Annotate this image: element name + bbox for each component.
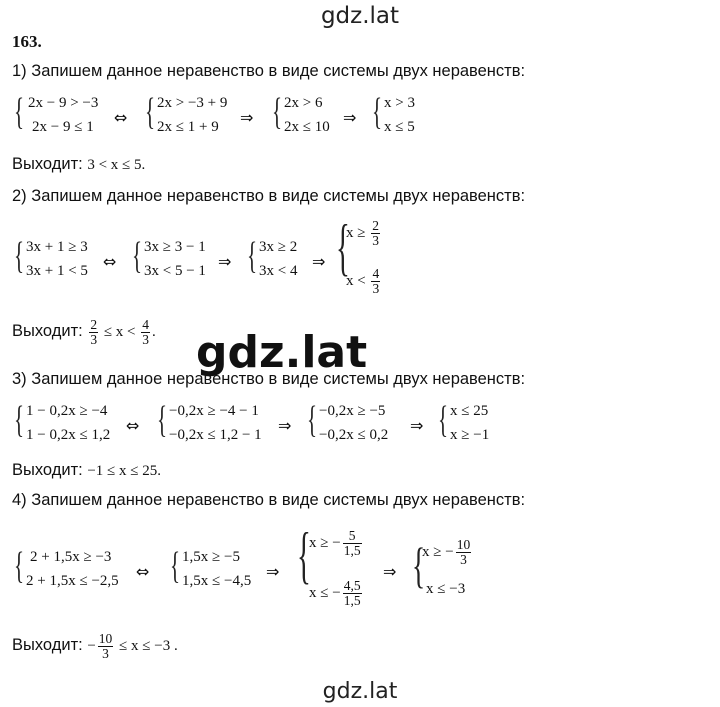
brace: {: [438, 399, 449, 441]
fraction: $\frac{5}{1,5}$: [343, 528, 361, 558]
brace: {: [14, 235, 25, 277]
equiv-sign: ⇔: [103, 252, 117, 271]
result-label: Выходит:: [12, 155, 83, 173]
brace: {: [336, 211, 350, 282]
system-row: 3x < 5 − 1: [144, 263, 206, 279]
system-row: x ≤ − $\frac{4,5}{1,5}$: [309, 578, 361, 608]
system-row: 1 − 0,2x ≥ −4: [26, 403, 108, 419]
system-row: 2x − 9 ≤ 1: [32, 119, 94, 135]
implies-sign: ⇒: [218, 252, 232, 271]
equiv-sign: ⇔: [136, 562, 150, 581]
result-value: − $\frac{10}{3}$ ≤ x ≤ −3 .: [87, 631, 178, 661]
part4-intro: 4) Запишем данное неравенство в виде системы двух неравенств:: [12, 491, 526, 509]
system-row: 2x ≤ 1 + 9: [157, 119, 219, 135]
implies-sign: ⇒: [240, 108, 254, 127]
system-row: x ≥ −1: [450, 427, 490, 443]
system-row: 3x ≥ 3 − 1: [144, 239, 206, 255]
brace: {: [157, 399, 168, 441]
system-row: x ≥ $\frac{2}{3}$: [346, 218, 379, 248]
system-row: x ≥ − $\frac{10}{3}$: [422, 537, 471, 567]
fraction: $\frac{2}{3}$: [372, 218, 379, 248]
system-row: −0,2x ≥ −5: [319, 403, 386, 419]
implies-sign: ⇒: [410, 416, 424, 435]
system-row: 3x + 1 < 5: [26, 263, 88, 279]
implies-sign: ⇒: [278, 416, 292, 435]
brace: {: [247, 235, 258, 277]
system-row: 2 + 1,5x ≤ −2,5: [26, 573, 119, 589]
brace: {: [272, 91, 283, 133]
system-row: x ≤ 5: [384, 119, 415, 135]
result-label: Выходит:: [12, 461, 83, 479]
system-row: x ≤ −3: [426, 581, 466, 597]
fraction: $\frac{4,5}{1,5}$: [343, 578, 361, 608]
watermark-bottom: gdz.lat: [322, 679, 398, 704]
equiv-sign: ⇔: [126, 416, 140, 435]
part4-result: [12, 632, 178, 661]
result-value: $\frac{2}{3}$ ≤ x < $\frac{4}{3}$ .: [90, 317, 156, 347]
fraction: $\frac{10}{3}$: [456, 537, 471, 567]
system-row: 2x ≤ 10: [284, 119, 330, 135]
system-row: −0,2x ≥ −4 − 1: [169, 403, 259, 419]
brace: {: [372, 91, 383, 133]
system-row: 2 + 1,5x ≥ −3: [30, 549, 112, 565]
fraction: $\frac{4}{3}$: [372, 266, 380, 296]
result-label: Выходит:: [12, 635, 83, 654]
result-label: Выходит:: [12, 321, 83, 340]
system-row: 2x > 6: [284, 95, 323, 111]
system-row: 1,5x ≥ −5: [182, 549, 240, 565]
system-row: −0,2x ≤ 1,2 − 1: [169, 427, 262, 443]
brace: {: [145, 91, 156, 133]
part2-result: [12, 318, 156, 347]
system-row: x < $\frac{4}{3}$: [346, 266, 380, 296]
brace: {: [170, 545, 181, 587]
implies-sign: ⇒: [343, 108, 357, 127]
part3-intro: 3) Запишем данное неравенство в виде системы двух неравенств:: [12, 370, 526, 388]
part2-intro: 2) Запишем данное неравенство в виде системы двух неравенств:: [12, 187, 526, 205]
brace: {: [297, 519, 311, 590]
brace: {: [132, 235, 143, 277]
system-row: 3x < 4: [259, 263, 298, 279]
implies-sign: ⇒: [383, 562, 397, 581]
part1-result: [12, 155, 145, 174]
part3-result: [12, 461, 161, 480]
brace: {: [14, 91, 25, 133]
system-row: 1,5x ≤ −4,5: [182, 573, 252, 589]
system-row: 3x ≥ 2: [259, 239, 298, 255]
brace: {: [14, 399, 25, 441]
task-number: 163.: [12, 32, 42, 51]
result-value: 3 < x ≤ 5.: [87, 157, 146, 173]
brace: {: [412, 537, 426, 593]
system-row: −0,2x ≤ 0,2: [319, 427, 389, 443]
system-row: x ≥ − $\frac{5}{1,5}$: [309, 528, 361, 558]
watermark-top: gdz.lat: [320, 3, 400, 29]
implies-sign: ⇒: [266, 562, 280, 581]
equiv-sign: ⇔: [114, 108, 128, 127]
brace: {: [307, 399, 318, 441]
watermark-middle: gdz.lat: [196, 327, 368, 378]
system-row: 1 − 0,2x ≤ 1,2: [26, 427, 111, 443]
part1-intro: 1) Запишем данное неравенство в виде системы двух неравенств:: [12, 62, 526, 80]
brace: {: [14, 545, 25, 587]
system-row: 3x + 1 ≥ 3: [26, 239, 88, 255]
system-row: x ≤ 25: [450, 403, 489, 419]
system-row: 2x > −3 + 9: [157, 95, 228, 111]
implies-sign: ⇒: [312, 252, 326, 271]
result-value: −1 ≤ x ≤ 25.: [87, 463, 162, 479]
system-row: 2x − 9 > −3: [28, 95, 99, 111]
system-row: x > 3: [384, 95, 415, 111]
